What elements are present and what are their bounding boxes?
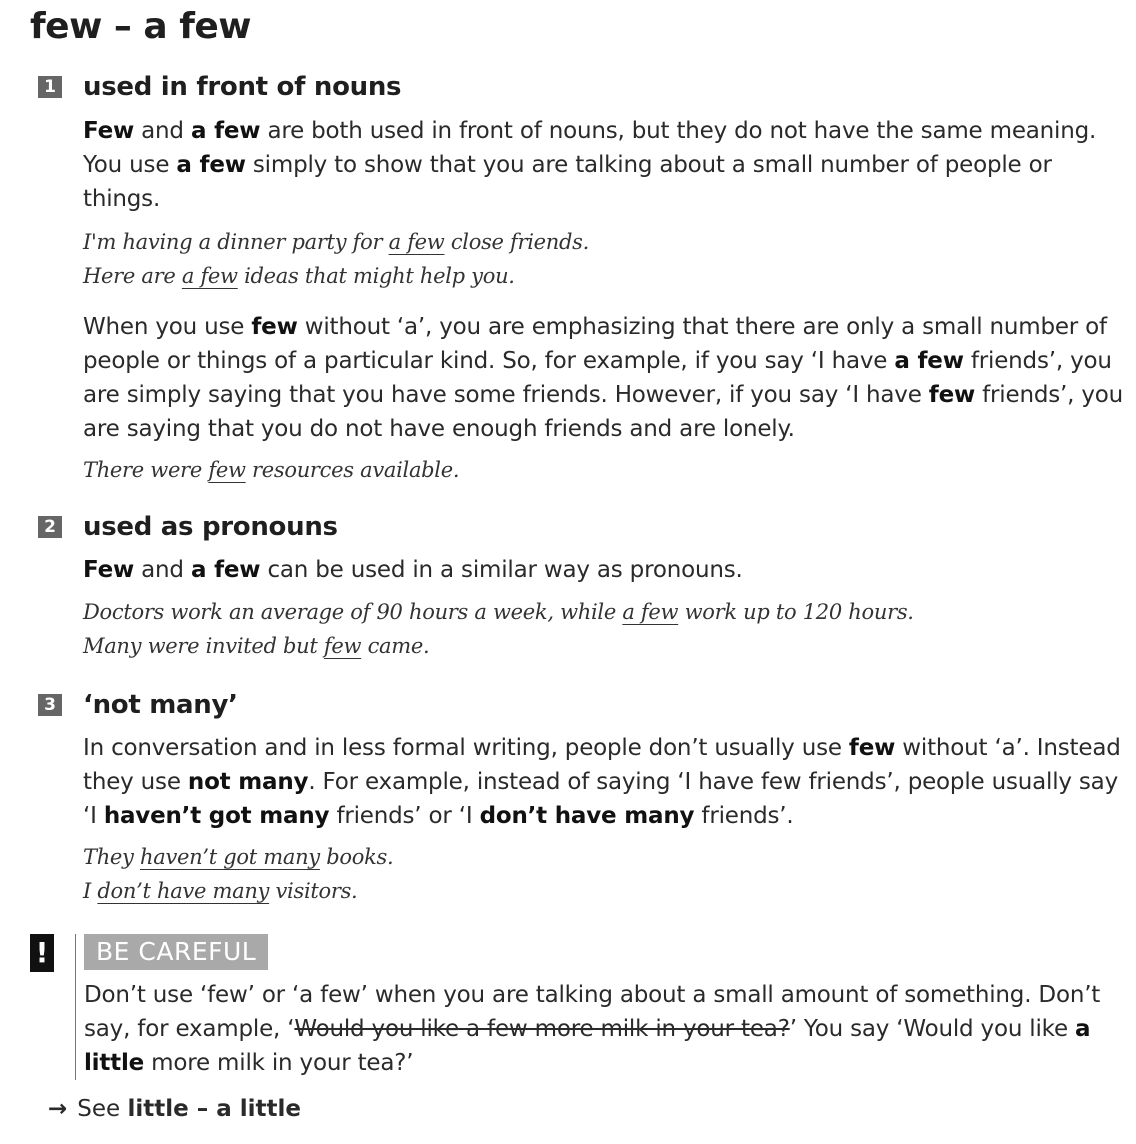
bold-term: few [251, 314, 298, 340]
text-run: ’ You say ‘Would you like [789, 1016, 1076, 1042]
text-run: Many were invited but [83, 634, 324, 658]
example-sentence [83, 629, 1123, 663]
warning-icon: ! [30, 934, 54, 972]
bold-term: Few [83, 557, 135, 583]
text-run: See [77, 1096, 128, 1122]
example-sentence [83, 453, 1123, 487]
text-run: Don’t use ‘few’ or ‘a few’ when you are talking about a small amount of something. Don’t say, for example, ‘ [84, 982, 1101, 1042]
see-also-link[interactable]: little – a little [127, 1096, 302, 1122]
text-run: without ‘a’. Instead they use [83, 735, 1121, 795]
example-sentence [83, 595, 1123, 629]
text-run: friends’ or ‘I [329, 803, 480, 829]
underlined-term: haven’t got many [140, 845, 320, 869]
text-run: and [134, 118, 191, 144]
section-3 [38, 688, 1123, 908]
text-run: . For example, instead of saying ‘I have few friends’, people usually say ‘I [83, 769, 1118, 829]
text-run: friends’, you are simply saying that you have some friends. However, if you say ‘I have [83, 348, 1112, 408]
underlined-term: few [323, 634, 362, 658]
section-paragraph [83, 114, 1123, 216]
text-run: visitors. [269, 879, 358, 903]
example-sentence [83, 259, 1123, 293]
text-run: simply to show that you are talking about a small number of people or things. [83, 152, 1052, 212]
text-run: Here are [83, 264, 182, 288]
section-2-header [38, 510, 1123, 544]
be-careful-box [75, 934, 1134, 1080]
bold-term: not many [187, 769, 309, 795]
section-paragraph [83, 553, 1123, 587]
underlined-term: a few [622, 600, 679, 624]
be-careful-label: BE CAREFUL [84, 934, 268, 970]
example-sentence [83, 874, 1123, 908]
section-3-header [38, 688, 1123, 722]
text-run: and [134, 557, 191, 583]
underlined-term: don’t have many [97, 879, 270, 903]
text-run: There were [83, 458, 209, 482]
underlined-term: a few [181, 264, 238, 288]
bold-term: few [928, 382, 976, 408]
bold-term: a few [190, 557, 261, 583]
underlined-term: few [208, 458, 246, 482]
bold-term: a few [190, 118, 261, 144]
entry-title: few – a few [30, 6, 252, 47]
text-run: books. [319, 845, 394, 869]
bold-term: haven’t got many [103, 803, 330, 829]
text-run: Doctors work an average of 90 hours a week, while [83, 600, 623, 624]
section-number-badge: 3 [38, 694, 62, 716]
section-number-badge: 2 [38, 516, 62, 538]
text-run: can be used in a similar way as pronouns. [260, 557, 743, 583]
section-1 [38, 70, 1123, 487]
text-run: resources available. [245, 458, 460, 482]
text-run: close friends. [444, 230, 590, 254]
text-run: friends’, you are saying that you do not have enough friends and are lonely. [83, 382, 1124, 442]
text-run: came. [361, 634, 430, 658]
text-run: without ‘a’, you are emphasizing that there are only a small number of people or things of a particular kind. So, for example, if you say ‘I have [83, 314, 1107, 374]
example-sentence [83, 840, 1123, 874]
section-title: used as pronouns [83, 512, 338, 542]
text-run: friends’. [694, 803, 794, 829]
bold-term: a few [894, 348, 964, 374]
section-2 [38, 510, 1123, 663]
section-1-header [38, 70, 1123, 104]
arrow-right-icon: → [48, 1096, 68, 1122]
text-run: more milk in your tea?’ [144, 1050, 414, 1076]
text-run: work up to 120 hours. [678, 600, 914, 624]
be-careful-text [84, 978, 1134, 1080]
underlined-term: a few [388, 230, 445, 254]
text-run: I'm having a dinner party for [83, 230, 389, 254]
section-title: ‘not many’ [83, 690, 238, 720]
section-number-badge: 1 [38, 76, 62, 98]
bold-term: few [848, 735, 896, 761]
text-run: When you use [83, 314, 252, 340]
section-title: used in front of nouns [83, 72, 402, 102]
text-run: I [83, 879, 98, 903]
bold-term: a little [84, 1016, 1091, 1076]
bold-term: Few [83, 118, 135, 144]
bold-term: a few [176, 152, 246, 178]
text-run: In conversation and in less formal writing, people don’t usually use [83, 735, 849, 761]
bold-term: don’t have many [479, 803, 695, 829]
section-paragraph [83, 731, 1123, 833]
example-sentence [83, 225, 1123, 259]
struck-out-example: Would you like a few more milk in your tea? [294, 1016, 790, 1042]
text-run: They [83, 845, 140, 869]
section-paragraph [83, 310, 1123, 446]
see-also [48, 1096, 301, 1122]
text-run: ideas that might help you. [237, 264, 515, 288]
text-run: are both used in front of nouns, but they do not have the same meaning. You use [83, 118, 1097, 178]
